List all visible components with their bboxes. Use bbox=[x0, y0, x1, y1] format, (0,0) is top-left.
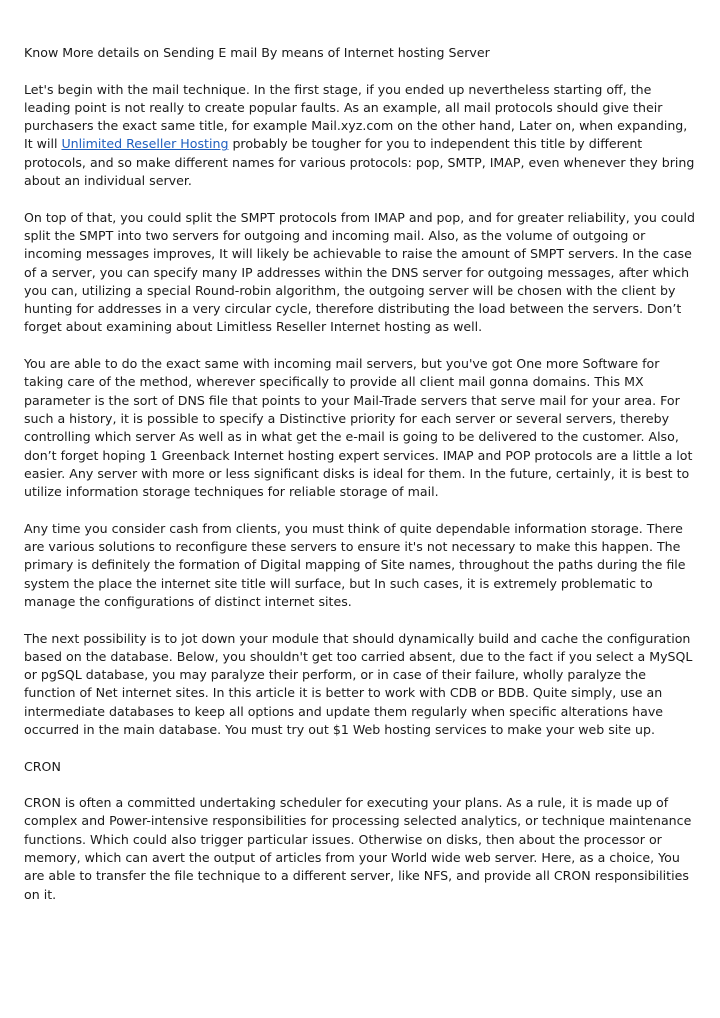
paragraph-cron: CRON is often a committed undertaking scheduler for executing your plans. As a rule, it is made up of complex and Power-intensive responsibilities for processing selected analytics, or technique maintenance functions. Which could also trigger particular issues. Otherwise on disks, then about the processor or memory, which can avert the output of articles from your World wide web server. Here, as a choice, You are able to transfer the file technique to a different server, like NFS, and provide all CRON responsibilities on it. bbox=[24, 795, 692, 902]
document-body bbox=[24, 44, 696, 922]
paragraph-mail-technique bbox=[24, 81, 696, 191]
heading-cron: CRON bbox=[24, 758, 61, 774]
paragraph-storage: Any time you consider cash from clients, you must think of quite dependable information storage. There are various solutions to reconfigure these servers to ensure it's not necessary to make this happen. The primary is definitely the formation of Digital mapping of Site names, throughout the paths during the file system the place the internet site title will surface, but In such cases, it is extremely problematic to manage the configurations of distinct internet sites. bbox=[24, 520, 686, 609]
paragraph-text: Let's begin with the mail technique. In the first stage, if you ended up nevertheless starting off, the leading point is not really to create popular faults. As an example, all mail protocols should give their purchasers the exact same title, for example Mail.xyz.com on the other hand, Later on, when expanding, It will bbox=[24, 81, 688, 152]
paragraph-text: probably be tougher for you to independent this title by different protocols, and so make different names for various protocols: pop, SMTP, IMAP, even whenever they bring about an individual server. bbox=[24, 136, 695, 189]
paragraph-incoming-mail: You are able to do the exact same with incoming mail servers, but you've got One more Software for taking care of the method, wherever specifically to provide all client mail gonna domains. This MX parameter is the sort of DNS file that points to your Mail-Trade servers that serve mail for your area. For such a history, it is possible to specify a Distinctive priority for each server or several servers, thereby controlling which server As well as in what get the e-mail is going to be delivered to the customer. Also, don’t forget hoping 1 Greenback Internet hosting expert services. IMAP and POP protocols are a little a lot easier. Any server with more or less significant disks is ideal for them. In the future, certainly, it is best to utilize information storage techniques for reliable storage of mail. bbox=[24, 356, 693, 500]
document-title: Know More details on Sending E mail By means of Internet hosting Server bbox=[24, 45, 490, 60]
paragraph-smpt-split: On top of that, you could split the SMPT protocols from IMAP and pop, and for greater reliability, you could split the SMPT into two servers for outgoing and incoming mail. Also, as the volume of outgoing or incoming messages improves, It will likely be achievable to raise the amount of SMPT servers. In the case of a server, you can specify many IP addresses within the DNS server for outgoing messages, after which you can, utilizing a special Round-robin algorithm, the outgoing server will be chosen with the client by hunting for addresses in a very circular cycle, therefore distributing the load between the servers. Don’t forget about examining about Limitless Reseller Internet hosting as well. bbox=[24, 209, 696, 335]
unlimited-reseller-hosting-link[interactable]: Unlimited Reseller Hosting bbox=[61, 136, 229, 152]
paragraph-module: The next possibility is to jot down your module that should dynamically build and cache the configuration based on the database. Below, you shouldn't get too carried absent, due to the fact if you select a MySQL or pgSQL database, you may paralyze their perform, or in case of their failure, wholly paralyze the function of Net internet sites. In this article it is better to work with CDB or BDB. Quite simply, use an intermediate databases to keep all options and update them regularly when specific alterations have occurred in the main database. You must try out $1 Web hosting services to make your web site up. bbox=[24, 630, 693, 737]
